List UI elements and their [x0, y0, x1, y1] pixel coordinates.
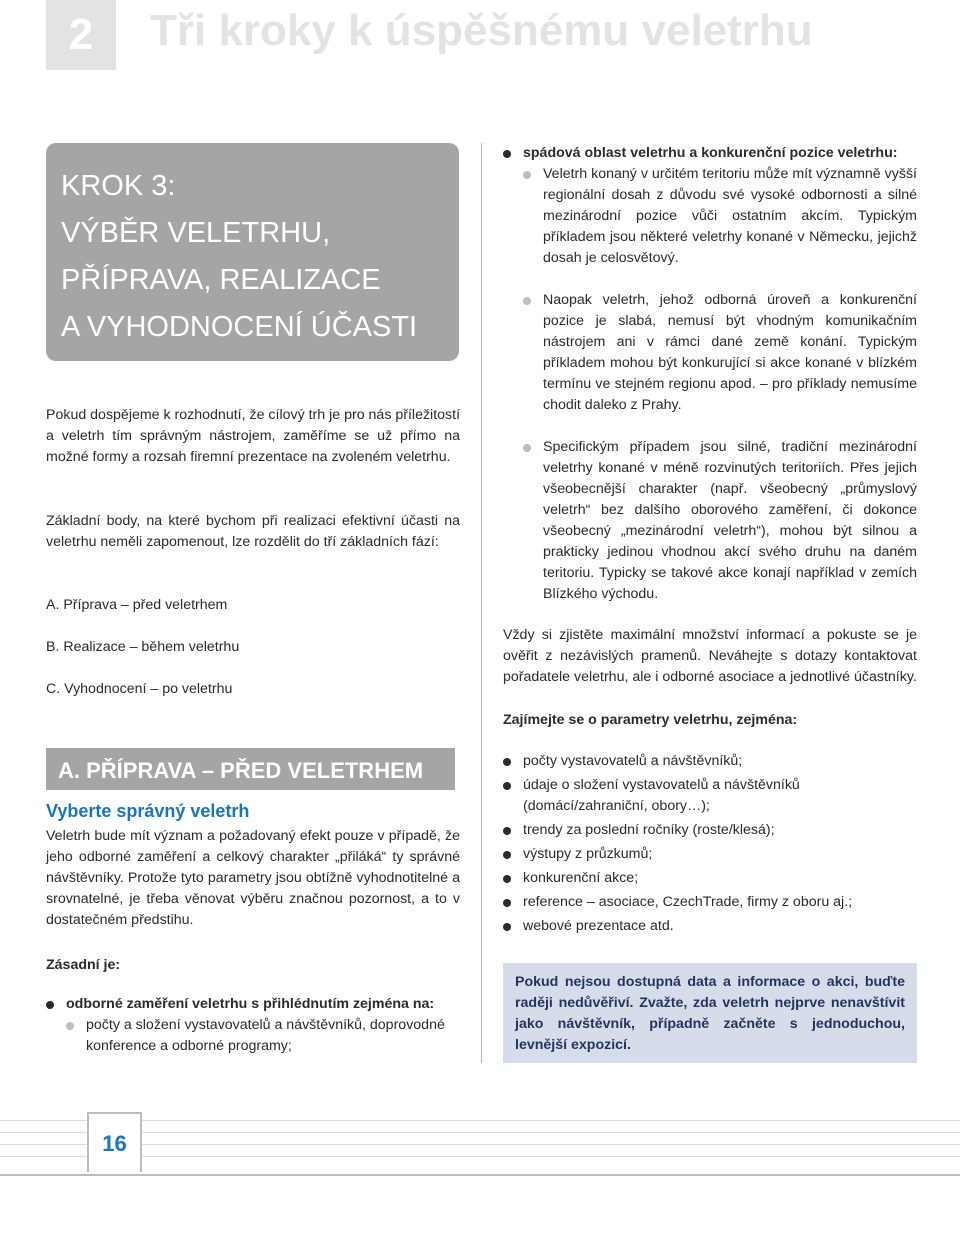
chapter-title: Tři kroky k úspěšnému veletrhu: [150, 6, 813, 55]
footer-stripe: [0, 1156, 960, 1157]
list-item-text: reference – asociace, CzechTrade, firmy z oboru aj.;: [523, 894, 853, 910]
list-item-text: webové prezentace atd.: [523, 918, 674, 934]
section-a-title: A. PŘÍPRAVA – PŘED VELETRHEM: [46, 748, 455, 790]
area-list: [503, 143, 917, 164]
page-number: 16: [87, 1112, 142, 1172]
list-item: [503, 775, 917, 817]
bullet-icon: [46, 1001, 54, 1009]
section-a-paragraph: Veletrh bude mít význam a požadovaný efekt pouze v případě, že jeho odborné zaměření a celkový charakter „přiláká“ ty správné návštěvníky. Protože tyto parametry jsou obtížně vyhodnotitelné a srovnatelné, je třeba věnovat výběru značnou pozornost, a to v dostatečném předstihu.: [46, 828, 460, 928]
step-line: KROK 3:: [61, 170, 176, 202]
list-item-text: Veletrh konaný v určitém teritoriu může mít významně vyšší regionální dosah z důvodu své vysoké odbornosti a silné mezinárodní pozice vůči ostatním akcím. Typickým příkladem jsou některé veletrhy konané v Německu, jejichž dosah je celosvětový.: [543, 166, 917, 266]
chapter-number-box: 2: [46, 0, 116, 70]
bullet-icon: [503, 899, 511, 907]
list-item-text: počty a složení vystavovatelů a návštěvníků, doprovodné konference a odborné programy;: [86, 1017, 445, 1054]
highlight-text: Pokud nejsou dostupná data a informace o akci, buďte raději nedůvěřiví. Zvažte, zda veletrh nejprve nenavštívit jako návštěvník, případně začněte s jednoduchou, levnější expozicí.: [515, 974, 905, 1053]
list-item: [503, 844, 917, 865]
bullet-icon: [503, 758, 511, 766]
intro-paragraph: Pokud dospějeme k rozhodnutí, že cílový trh je pro nás příležitostí a veletrh tím správným nástrojem, zaměříme se už přímo na možné formy a rozsah firemní prezentace na zvoleném veletrhu.: [46, 407, 461, 465]
footer-stripe: [0, 1144, 960, 1145]
list-item: [46, 994, 460, 1015]
essential-label: Zásadní je:: [46, 957, 121, 973]
step-line: A VYHODNOCENÍ ÚČASTI: [61, 311, 418, 343]
list-item: [523, 290, 917, 416]
phase-c: C. Vyhodnocení – po veletrhu: [46, 681, 233, 697]
essential-sublist: [66, 1015, 460, 1057]
area-sublist: [523, 164, 917, 605]
bullet-icon: [503, 923, 511, 931]
phase-b: B. Realizace – během veletrhu: [46, 639, 240, 655]
footer-line: [0, 1174, 960, 1176]
list-item: [523, 437, 917, 605]
essential-list: [46, 994, 460, 1015]
footer-stripe: [0, 1120, 960, 1121]
bullet-icon: [523, 297, 531, 305]
list-item: [503, 143, 917, 164]
params-list: [503, 751, 917, 937]
bullet-icon: [66, 1022, 74, 1030]
list-item: [523, 164, 917, 269]
bullet-icon: [503, 851, 511, 859]
info-paragraph: Vždy si zjistěte maximální množství informací a pokuste se je ověřit z nezávislých pramenů. Neváhejte s dotazy kontaktovat pořadatele veletrhu, ale i odborné asociace a jednotlivé účastníky.: [503, 627, 917, 685]
list-item-text: údaje o složení vystavovatelů a návštěvníků (domácí/zahraniční, obory…);: [523, 777, 800, 814]
list-item-text: Naopak veletrh, jehož odborná úroveň a konkurenční pozice je slabá, nemusí být vhodným komunikačním nástrojem ani v rámci dané země konání. Typickým příkladem mohou být konkurující si akce konané v blízkém termínu ve stejném regionu apod. – pro příklady nemusíme chodit daleko z Prahy.: [543, 292, 917, 413]
bullet-icon: [503, 875, 511, 883]
bullet-icon: [503, 150, 511, 158]
highlight-box: [503, 963, 917, 1063]
list-item: [503, 868, 917, 889]
bullet-icon: [523, 171, 531, 179]
bullet-icon: [523, 444, 531, 452]
list-item: [66, 1015, 460, 1057]
footer-stripe: [0, 1132, 960, 1133]
step-line: PŘÍPRAVA, REALIZACE: [61, 264, 381, 296]
section-a-subtitle: Vyberte správný veletrh: [46, 801, 250, 821]
column-divider: [481, 143, 482, 1063]
step-heading-box: [46, 143, 459, 361]
list-item-text: spádová oblast veletrhu a konkurenční pozice veletrhu:: [523, 145, 898, 161]
list-item-text: počty vystavovatelů a návštěvníků;: [523, 753, 743, 769]
basics-paragraph: Základní body, na které bychom při realizaci efektivní účasti na veletrhu neměli zapomenout, lze rozdělit do tří základních fází:: [46, 513, 460, 550]
bullet-icon: [503, 782, 511, 790]
phase-a: A. Příprava – před veletrhem: [46, 597, 228, 613]
list-item-text: Specifickým případem jsou silné, tradiční mezinárodní veletrhy konané v méně rozvinutých teritoriích. Přes jejich všeobecnější charakter (např. všeobecný „průmyslový veletrh“ bez dalšího oborového zaměření, či dokonce všeobecný „mezinárodní veletrh“), mohou být silnou a prakticky jedinou vhodnou akcí svého druhu na daném teritoriu. Typicky se takové akce konají například v zemích Blízkého východu.: [543, 439, 917, 602]
list-item: [503, 916, 917, 937]
list-item-text: odborné zaměření veletrhu s přihlédnutím zejména na:: [66, 996, 435, 1012]
list-item-text: konkurenční akce;: [523, 870, 639, 886]
list-item-text: trendy za poslední ročníky (roste/klesá);: [523, 822, 775, 838]
step-line: VÝBĚR VELETRHU,: [61, 217, 331, 249]
list-item: [503, 892, 917, 913]
list-item: [503, 751, 917, 772]
params-title: Zajímejte se o parametry veletrhu, zejména:: [503, 712, 798, 728]
list-item-text: výstupy z průzkumů;: [523, 846, 653, 862]
bullet-icon: [503, 827, 511, 835]
list-item: [503, 820, 917, 841]
